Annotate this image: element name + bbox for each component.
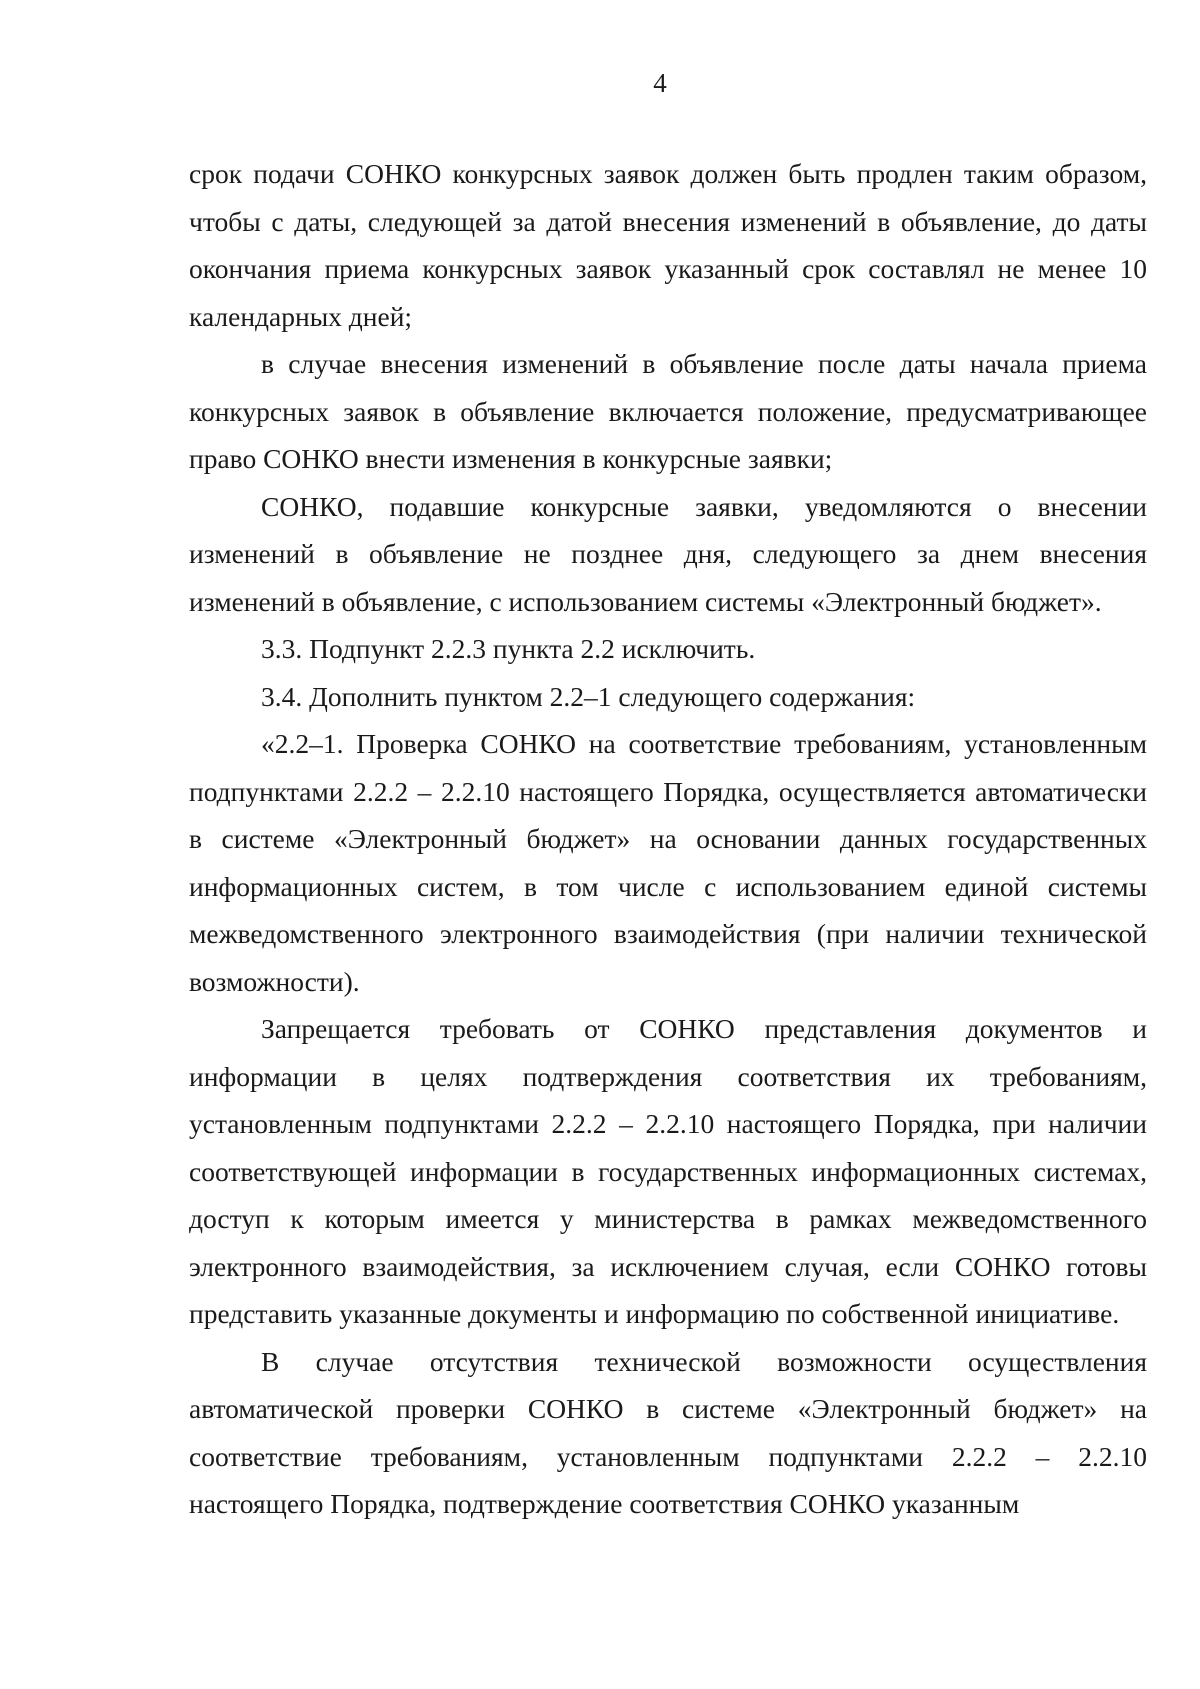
paragraph-amendment-after-start: в случае внесения изменений в объявление после даты начала приема конкурсных заявок в объявление включается положение, предусматривающее право СОНКО внести изменения в конкурсные заявки; [189,348,1147,474]
page-number: 4 [653,68,667,98]
paragraph-prohibition: Запрещается требовать от СОНКО представления документов и информации в целях подтверждения соответствия их требованиям, установленным подпунктами 2.2.2 – 2.2.10 настоящего Порядка, при наличии соответствующей информации в государственных информационных системах, доступ к которым имеется у министерства в рамках межведомственного электронного взаимодействия, за исключением случая, если СОНКО готовы представить указанные документы и информацию по собственной инициативе. [189,1013,1147,1329]
paragraph-2-2-1-check: «2.2–1. Проверка СОНКО на соответствие требованиям, установленным подпунктами 2.2.2 – 2.2.10 настоящего Порядка, осуществляется автоматически в системе «Электронный бюджет» на основании данных государственных информационных систем, в том числе с использованием единой системы межведомственного электронного взаимодействия (при наличии технической возможности). [189,728,1147,997]
paragraph-3-3: 3.3. Подпункт 2.2.3 пункта 2.2 исключить. [261,633,756,664]
paragraph-3-4: 3.4. Дополнить пунктом 2.2–1 следующего содержания: [261,680,916,712]
paragraph-deadline-extension: срок подачи СОНКО конкурсных заявок должен быть продлен таким образом, чтобы с даты, следующей за датой внесения изменений в объявление, до даты окончания приема конкурсных заявок указанный срок составлял не менее 10 календарных дней; [189,158,1147,332]
paragraph-notification: СОНКО, подавшие конкурсные заявки, уведомляются о внесении изменений в объявление не позднее дня, следующего за днем внесения изменений в объявление, с использованием системы «Электронный бюджет». [189,490,1147,617]
paragraph-no-technical-capability: В случае отсутствия технической возможности осуществления автоматической проверки СОНКО в системе «Электронный бюджет» на соответствие требованиям, установленным подпунктами 2.2.2 – 2.2.10 настоящего Порядка, подтверждение соответствия СОНКО указанным [189,1345,1147,1519]
document-body [189,150,1147,1528]
